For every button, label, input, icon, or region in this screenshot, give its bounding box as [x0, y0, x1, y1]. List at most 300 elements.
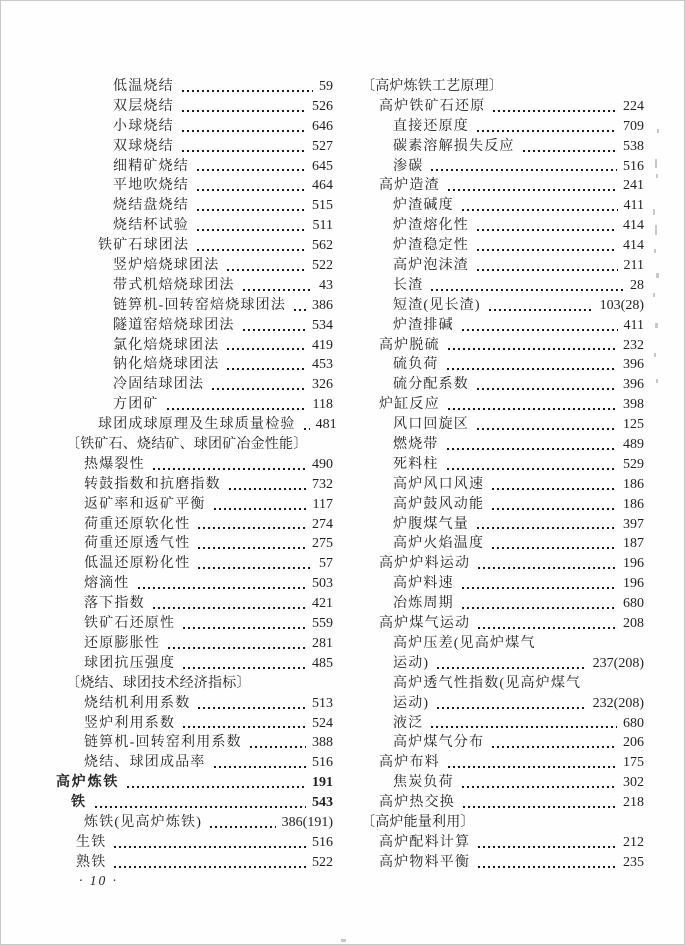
entry-title: 带式机焙烧球团法 — [113, 277, 235, 293]
index-column-right — [359, 77, 644, 873]
index-entry — [56, 117, 333, 137]
entry-page-number: 281 — [312, 635, 333, 651]
dot-leader — [447, 448, 617, 450]
entry-title: 运动) — [393, 695, 430, 711]
dot-leader — [448, 766, 617, 768]
entry-title: 渗碳 — [393, 158, 424, 174]
entry-page-number: 680 — [623, 715, 644, 731]
dot-leader — [227, 269, 306, 271]
entry-page-number: 191 — [312, 775, 333, 791]
dot-leader — [447, 468, 617, 470]
entry-title: 高炉料速 — [393, 576, 454, 592]
index-entry — [56, 594, 333, 614]
index-entry — [56, 157, 333, 177]
dot-leader — [477, 428, 617, 430]
entry-title: 高炉火焰温度 — [393, 536, 485, 552]
index-entry — [56, 654, 333, 674]
index-entry — [56, 773, 333, 793]
entry-title: 高炉脱硫 — [379, 337, 440, 353]
dot-leader — [210, 826, 276, 828]
index-entry — [359, 296, 644, 316]
section-header-label: 〔高炉能量利用〕 — [361, 814, 475, 830]
scan-artifact — [655, 225, 657, 235]
entry-title: 球团抗压强度 — [84, 655, 176, 671]
index-entry — [359, 654, 644, 674]
index-entry — [359, 157, 644, 177]
entry-page-number: 481 — [315, 417, 337, 433]
index-entry — [359, 276, 644, 296]
scan-artifact — [656, 379, 658, 383]
index-entry — [359, 554, 644, 574]
index-entry — [56, 853, 333, 873]
dot-leader — [153, 607, 306, 609]
index-entry — [359, 216, 644, 236]
index-entry — [359, 674, 644, 694]
entry-title: 高炉铁矿石还原 — [379, 98, 486, 114]
index-entry — [56, 634, 333, 654]
entry-page-number: 453 — [312, 357, 333, 373]
dot-leader — [114, 866, 306, 868]
index-entry — [56, 614, 333, 634]
entry-page-number: 538 — [623, 138, 644, 154]
entry-title: 熟铁 — [76, 854, 107, 870]
dot-leader — [214, 766, 306, 768]
index-entry — [56, 833, 333, 853]
dot-leader — [462, 587, 617, 589]
entry-page-number: 680 — [623, 596, 644, 612]
index-entry — [56, 176, 333, 196]
entry-page-number: 646 — [312, 118, 333, 134]
dot-leader — [243, 329, 306, 331]
section-header — [56, 435, 333, 455]
entry-page-number: 421 — [312, 596, 333, 612]
dot-leader — [198, 527, 306, 529]
entry-title: 炼铁(见高炉炼铁) — [84, 814, 203, 830]
entry-page-number: 522 — [312, 854, 333, 870]
entry-title: 还原膨胀性 — [84, 635, 160, 651]
dot-leader — [168, 647, 306, 649]
entry-title: 炉渣熔化性 — [393, 218, 469, 234]
entry-page-number: 419 — [312, 337, 333, 353]
entry-title: 炉渣稳定性 — [393, 238, 469, 254]
dot-leader — [462, 329, 618, 331]
entry-page-number: 187 — [623, 536, 644, 552]
index-entry — [56, 296, 333, 316]
index-entry — [359, 853, 644, 873]
entry-title: 运动) — [393, 655, 430, 671]
entry-title: 荷重还原透气性 — [84, 536, 191, 552]
index-entry — [359, 455, 644, 475]
index-entry — [359, 515, 644, 535]
entry-page-number: 524 — [312, 715, 333, 731]
entry-title: 死料柱 — [393, 456, 439, 472]
entry-page-number: 235 — [623, 854, 644, 870]
index-entry — [359, 415, 644, 435]
entry-page-number: 211 — [623, 258, 644, 274]
dot-leader — [197, 209, 306, 211]
index-column-left — [56, 77, 337, 873]
entry-page-number: 196 — [623, 576, 644, 592]
section-header — [359, 813, 644, 833]
index-columns — [56, 77, 644, 873]
index-entry — [359, 137, 644, 157]
index-entry — [359, 833, 644, 853]
section-header-label: 〔高炉炼铁工艺原理〕 — [361, 79, 503, 94]
index-entry — [359, 753, 644, 773]
index-entry — [56, 793, 333, 813]
entry-title: 细精矿烧结 — [113, 158, 189, 174]
index-entry — [359, 793, 644, 813]
entry-title: 冷固结球团法 — [113, 377, 205, 393]
dot-leader — [448, 408, 617, 410]
index-entry — [56, 694, 333, 714]
entry-page-number: 732 — [312, 476, 333, 492]
entry-page-number: 117 — [312, 496, 333, 512]
dot-leader — [127, 786, 306, 788]
entry-title: 高炉炉料运动 — [379, 556, 471, 572]
dot-leader — [477, 249, 617, 251]
index-entry — [359, 316, 644, 336]
entry-title: 高炉物料平衡 — [379, 854, 471, 870]
scan-artifact — [654, 249, 656, 253]
dot-leader — [243, 289, 313, 291]
entry-page-number: 196 — [623, 556, 644, 572]
entry-page-number: 118 — [312, 397, 333, 413]
index-entry — [359, 694, 644, 714]
index-entry — [359, 117, 644, 137]
index-entry — [359, 196, 644, 216]
dot-leader — [448, 189, 617, 191]
entry-page-number: 397 — [623, 516, 644, 532]
index-entry — [56, 495, 333, 515]
entry-title: 直接还原度 — [393, 118, 469, 134]
dot-leader — [492, 488, 617, 490]
entry-page-number: 398 — [623, 397, 644, 413]
entry-title: 低温烧结 — [113, 79, 174, 94]
dot-leader — [477, 130, 617, 132]
entry-page-number: 326 — [312, 377, 333, 393]
entry-title: 熔滴性 — [84, 576, 130, 592]
scan-artifact — [655, 323, 658, 328]
entry-page-number: 28 — [630, 277, 644, 293]
dot-leader — [523, 150, 617, 152]
entry-title: 高炉透气性指数(见高炉煤气 — [393, 675, 582, 691]
dot-leader — [492, 508, 617, 510]
index-entry — [56, 475, 333, 495]
dot-leader — [183, 627, 306, 629]
index-entry — [359, 495, 644, 515]
index-entry — [56, 714, 333, 734]
entry-page-number: 485 — [312, 655, 333, 671]
entry-title: 钠化焙烧球团法 — [113, 357, 220, 373]
index-entry — [56, 455, 333, 475]
scan-artifact — [656, 273, 659, 278]
index-entry — [56, 97, 333, 117]
scan-artifact — [341, 939, 346, 942]
dot-leader — [198, 567, 313, 569]
entry-page-number: 516 — [623, 158, 644, 174]
entry-title: 高炉鼓风动能 — [393, 496, 485, 512]
entry-page-number: 208 — [623, 616, 644, 632]
dot-leader — [95, 806, 306, 808]
entry-page-number: 224 — [623, 98, 644, 114]
entry-title: 链箅机-回转窑焙烧球团法 — [113, 297, 287, 313]
entry-page-number: 125 — [623, 417, 644, 433]
entry-title: 硫负荷 — [393, 357, 439, 373]
dot-leader — [477, 269, 618, 271]
page-footer-number: · 10 · — [79, 873, 118, 888]
dot-leader — [478, 846, 617, 848]
index-entry — [56, 316, 333, 336]
entry-page-number: 59 — [319, 79, 333, 94]
entry-title: 高炉布料 — [379, 755, 440, 771]
index-entry — [56, 137, 333, 157]
entry-title: 竖炉焙烧球团法 — [113, 258, 220, 274]
entry-title: 低温还原粉化性 — [84, 556, 191, 572]
entry-title: 高炉压差(见高炉煤气 — [393, 635, 536, 651]
dot-leader — [294, 309, 306, 311]
dot-leader — [447, 368, 617, 370]
dot-leader — [437, 707, 586, 709]
entry-title: 高炉配料计算 — [379, 834, 471, 850]
dot-leader — [462, 209, 618, 211]
index-entry — [359, 256, 644, 276]
entry-title: 碳素溶解损失反应 — [393, 138, 515, 154]
entry-page-number: 302 — [623, 775, 644, 791]
dot-leader — [167, 408, 307, 410]
entry-title: 荷重还原软化性 — [84, 516, 191, 532]
index-entry — [359, 534, 644, 554]
entry-title: 高炉泡沫渣 — [393, 258, 469, 274]
scan-artifact — [656, 174, 658, 178]
entry-page-number: 386(191) — [281, 814, 333, 830]
entry-page-number: 513 — [312, 695, 333, 711]
scan-artifact — [657, 129, 659, 133]
entry-page-number: 529 — [623, 456, 644, 472]
entry-page-number: 516 — [312, 755, 333, 771]
entry-page-number: 186 — [623, 476, 644, 492]
entry-page-number: 206 — [623, 735, 644, 751]
entry-title: 高炉风口风速 — [393, 476, 485, 492]
entry-title: 高炉煤气分布 — [393, 735, 485, 751]
scan-artifact — [653, 293, 655, 297]
index-entry — [359, 733, 644, 753]
dot-leader — [477, 388, 617, 390]
index-entry — [56, 276, 333, 296]
dot-leader — [182, 110, 306, 112]
entry-page-number: 386 — [312, 297, 333, 313]
entry-title: 燃烧带 — [393, 437, 439, 453]
dot-leader — [182, 150, 306, 152]
section-header — [56, 674, 333, 694]
entry-page-number: 388 — [312, 735, 333, 751]
entry-title: 链箅机-回转窑利用系数 — [84, 735, 242, 751]
entry-page-number: 218 — [623, 795, 644, 811]
dot-leader — [477, 527, 617, 529]
entry-title: 高炉造渣 — [379, 178, 440, 194]
entry-page-number: 57 — [319, 556, 333, 572]
index-entry — [359, 236, 644, 256]
dot-leader — [197, 189, 306, 191]
entry-title: 冶炼周期 — [393, 596, 454, 612]
scan-artifact — [654, 353, 656, 357]
entry-title: 烧结、球团成品率 — [84, 755, 206, 771]
dot-leader — [493, 110, 617, 112]
index-entry — [56, 554, 333, 574]
entry-page-number: 511 — [312, 218, 333, 234]
index-entry — [56, 236, 333, 256]
scan-artifact — [653, 209, 655, 215]
index-entry — [56, 415, 337, 435]
entry-title: 液泛 — [393, 715, 424, 731]
entry-title: 双层烧结 — [113, 98, 174, 114]
entry-page-number: 515 — [312, 198, 333, 214]
entry-page-number: 274 — [312, 516, 333, 532]
entry-page-number: 562 — [312, 238, 333, 254]
entry-title: 平地吹烧结 — [113, 178, 189, 194]
entry-page-number: 414 — [623, 238, 644, 254]
dot-leader — [138, 587, 306, 589]
index-entry — [359, 773, 644, 793]
dot-leader — [478, 627, 617, 629]
entry-title: 短渣(见长渣) — [393, 297, 481, 313]
index-entry — [56, 515, 333, 535]
index-entry — [359, 176, 644, 196]
dot-leader — [197, 169, 306, 171]
entry-title: 长渣 — [393, 277, 424, 293]
entry-page-number: 490 — [312, 456, 333, 472]
dot-leader — [250, 746, 306, 748]
entry-title: 风口回旋区 — [393, 417, 469, 433]
entry-title: 小球烧结 — [113, 118, 174, 134]
dot-leader — [304, 428, 310, 430]
index-entry — [56, 813, 333, 833]
entry-title: 转鼓指数和抗磨指数 — [84, 476, 221, 492]
index-entry — [56, 336, 333, 356]
dot-leader — [431, 289, 624, 291]
entry-title: 生铁 — [76, 834, 107, 850]
dot-leader — [197, 249, 306, 251]
entry-page-number: 186 — [623, 496, 644, 512]
dot-leader — [182, 130, 306, 132]
dot-leader — [227, 368, 306, 370]
index-entry — [359, 435, 644, 455]
entry-title: 返矿率和返矿平衡 — [84, 496, 206, 512]
entry-page-number: 414 — [623, 218, 644, 234]
index-entry — [56, 733, 333, 753]
entry-page-number: 526 — [312, 98, 333, 114]
index-entry — [359, 594, 644, 614]
dot-leader — [182, 90, 313, 92]
dot-leader — [489, 309, 594, 311]
entry-title: 高炉煤气运动 — [379, 616, 471, 632]
dot-leader — [478, 567, 617, 569]
index-entry — [359, 614, 644, 634]
entry-page-number: 543 — [312, 795, 333, 811]
index-entry — [56, 196, 333, 216]
dot-leader — [214, 508, 307, 510]
entry-page-number: 503 — [312, 576, 333, 592]
entry-title: 球团成球原理及生球质量检验 — [98, 417, 296, 433]
dot-leader — [477, 229, 617, 231]
dot-leader — [114, 846, 306, 848]
section-header — [359, 77, 644, 97]
entry-title: 方团矿 — [113, 397, 159, 413]
dot-leader — [431, 726, 617, 728]
entry-page-number: 396 — [623, 357, 644, 373]
index-entry — [359, 634, 644, 654]
entry-title: 铁 — [71, 794, 87, 811]
entry-title: 烧结机利用系数 — [84, 695, 191, 711]
dot-leader — [463, 806, 617, 808]
entry-title: 铁矿石球团法 — [98, 238, 190, 254]
dot-leader — [212, 388, 306, 390]
entry-title: 高炉热交换 — [379, 795, 455, 811]
index-entry — [56, 395, 333, 415]
index-entry — [56, 256, 333, 276]
entry-title: 焦炭负荷 — [393, 775, 454, 791]
entry-page-number: 275 — [312, 536, 333, 552]
dot-leader — [462, 607, 617, 609]
entry-title: 铁矿石还原性 — [84, 616, 176, 632]
entry-title: 氯化焙烧球团法 — [113, 337, 220, 353]
index-entry — [359, 714, 644, 734]
dot-leader — [462, 786, 617, 788]
index-entry — [56, 534, 333, 554]
entry-title: 烧结杯试验 — [113, 218, 189, 234]
index-entry — [56, 574, 333, 594]
index-entry — [359, 375, 644, 395]
entry-page-number: 527 — [312, 138, 333, 154]
index-entry — [359, 395, 644, 415]
entry-title: 炉渣排碱 — [393, 317, 454, 333]
entry-page-number: 489 — [623, 437, 644, 453]
entry-page-number: 237(208) — [592, 655, 644, 671]
dot-leader — [227, 348, 306, 350]
dot-leader — [437, 667, 586, 669]
entry-title: 高炉炼铁 — [56, 774, 120, 791]
dot-leader — [431, 169, 617, 171]
entry-page-number: 103(28) — [599, 297, 644, 313]
dot-leader — [183, 667, 306, 669]
entry-title: 炉腹煤气量 — [393, 516, 469, 532]
index-entry — [359, 336, 644, 356]
dot-leader — [229, 488, 306, 490]
entry-page-number: 534 — [312, 317, 333, 333]
entry-title: 烧结盘烧结 — [113, 198, 189, 214]
dot-leader — [153, 468, 306, 470]
entry-page-number: 464 — [312, 178, 333, 194]
dot-leader — [198, 547, 306, 549]
dot-leader — [198, 707, 306, 709]
entry-page-number: 645 — [312, 158, 333, 174]
entry-title: 隧道窑焙烧球团法 — [113, 317, 235, 333]
entry-page-number: 43 — [319, 277, 333, 293]
section-header-label: 〔铁矿石、烧结矿、球团矿冶金性能〕 — [66, 437, 308, 453]
entry-page-number: 232(208) — [592, 695, 644, 711]
scan-artifact — [655, 159, 657, 168]
entry-page-number: 559 — [312, 616, 333, 632]
entry-title: 竖炉利用系数 — [84, 715, 176, 731]
entry-page-number: 516 — [312, 834, 333, 850]
index-entry — [359, 574, 644, 594]
index-entry — [56, 77, 333, 97]
entry-page-number: 232 — [623, 337, 644, 353]
entry-page-number: 241 — [623, 178, 644, 194]
index-entry — [56, 355, 333, 375]
entry-page-number: 411 — [623, 198, 644, 214]
entry-title: 炉渣碱度 — [393, 198, 454, 214]
